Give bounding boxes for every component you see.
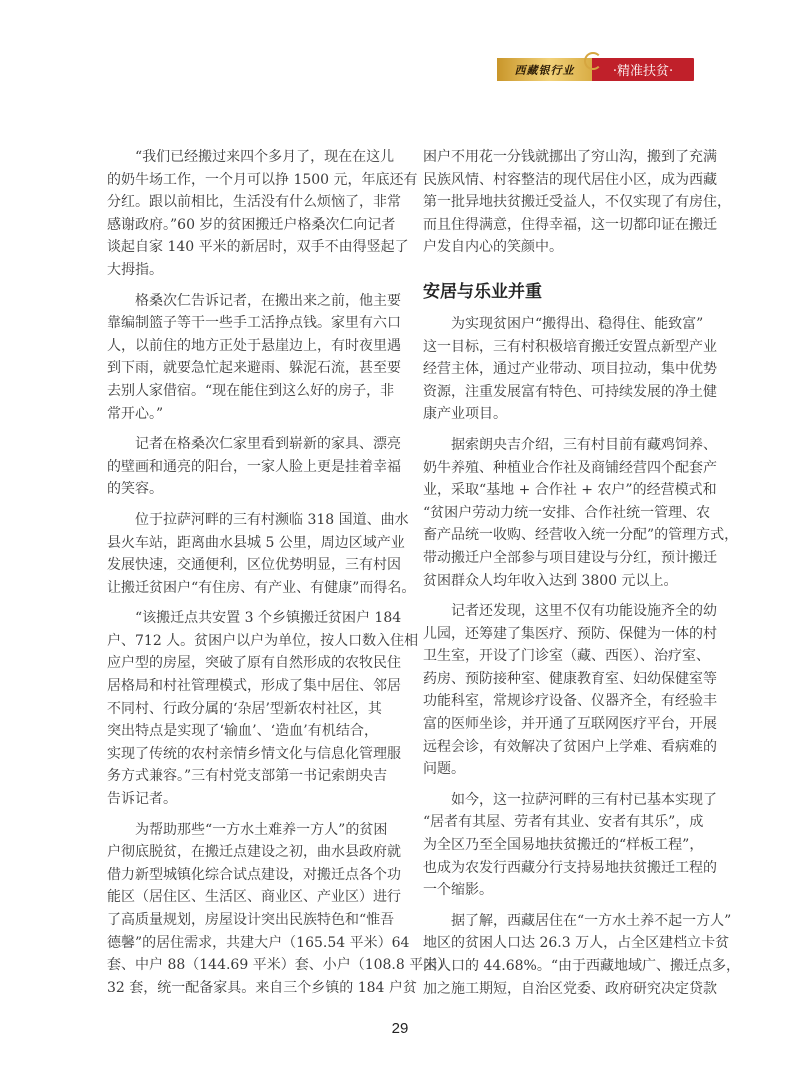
text-line: 为全区乃至全国易地扶贫搬迁的“样板工程”， [423, 837, 704, 854]
text-line: 奶牛养殖、种植业合作社及商铺经营四个配套产 [423, 459, 717, 476]
paragraph [107, 146, 418, 282]
paragraph [107, 819, 452, 1000]
text-line: 县火车站，距离曲水县城 5 公里，周边区域产业 [107, 534, 405, 551]
text-line: 能区（居住区、生活区、商业区、产业区）进行 [107, 889, 401, 906]
text-line: 户彻底脱贫，在搬迁点建设之初，曲水县政府就 [107, 844, 401, 861]
text-line: 儿园，还筹建了集医疗、预防、保健为一体的村 [423, 625, 717, 642]
article-column-right [423, 146, 740, 1008]
text-line: 的壁画和通亮的阳台，一家人脸上更是挂着幸福 [107, 458, 401, 475]
text-line: 告诉记者。 [107, 791, 177, 808]
text-line: 药房、预防接种室、健康教育室、妇幼保健室等 [423, 670, 717, 687]
text-line: 民族风情、村容整洁的现代居住小区，成为西藏 [423, 171, 717, 188]
text-line: 借力新型城镇化综合试点建设，对搬迁点各个功 [107, 866, 401, 883]
swirl-ornament-icon [584, 52, 602, 70]
paragraph [423, 146, 731, 259]
text-line: 的笑容。 [107, 481, 163, 498]
section-banner [497, 58, 694, 81]
paragraph [423, 910, 740, 1000]
text-line: 了高质量规划，房屋设计突出民族特色和“惟吾 [107, 912, 395, 928]
text-line: 感谢政府。”60 岁的贫困搬迁户格桑次仁向记者 [107, 216, 396, 233]
text-line: 也成为农发行西藏分行支持易地扶贫搬迁工程的 [423, 859, 717, 876]
text-line: 为帮助那些“一方水土难养一方人”的贫困 [135, 821, 388, 838]
text-line: 卫生室，开设了门诊室（藏、西医）、治疗室、 [423, 648, 710, 665]
text-line: 靠编制篮子等干一些手工活挣点钱。家里有六口 [107, 315, 401, 332]
text-line: 户发自内心的笑颜中。 [423, 239, 563, 256]
text-line: 32 套，统一配备家具。来自三个乡镇的 184 户贫 [107, 979, 417, 996]
paragraph [423, 789, 717, 902]
text-line: 问题。 [423, 761, 465, 778]
text-line: 应户型的房屋，突破了原有自然形成的农牧民住 [107, 655, 401, 672]
text-line: 业，采取“基地 + 合作社 + 农户”的经营模式和 [423, 482, 717, 499]
text-line: 户、712 人。贫困户以户为单位，按人口数入住相 [107, 632, 419, 649]
text-line: 经营主体，通过产业带动、项目拉动，集中优势 [423, 361, 717, 378]
text-line: “该搬迁点共安置 3 个乡镇搬迁贫困户 184 [135, 610, 402, 627]
text-line: “我们已经搬过来四个多月了，现在在这儿 [135, 149, 395, 165]
paragraph [107, 433, 401, 501]
brand-logo: 西藏银行业 [497, 58, 592, 81]
text-line: “贫困户劳动力统一安排、合作社统一管理、农 [423, 504, 711, 521]
text-line: 记者在格桑次仁家里看到崭新的家具、漂亮 [135, 436, 401, 453]
text-line: 远程会诊，有效解决了贫困户上学难、看病难的 [423, 738, 717, 755]
text-line: 居格局和村社管理模式，形成了集中居住、邻居 [107, 678, 401, 695]
text-line: 功能科室，常规诊疗设备、仪器齐全，有经验丰 [423, 693, 717, 710]
text-line: 畜产品统一收购、经营收入统一分配”的管理方式， [423, 527, 739, 544]
section-heading: 安居与乐业并重 [423, 281, 542, 302]
paragraph [423, 434, 739, 592]
text-line: 分红。跟以前相比，生活没有什么烦恼了，非常 [107, 194, 401, 211]
paragraph [423, 313, 717, 426]
text-line: 康产业项目。 [423, 406, 507, 423]
text-line: 加之施工期短，自治区党委、政府研究决定贷款 [423, 980, 717, 997]
text-line: 据索朗央吉介绍，三有村目前有藏鸡饲养、 [451, 436, 717, 453]
text-line: 如今，这一拉萨河畔的三有村已基本实现了 [451, 791, 717, 808]
section-title: ·精准扶贫· [612, 64, 674, 79]
text-line: 谈起自家 140 平米的新居时，双手不由得竖起了 [107, 239, 409, 256]
text-line: 大拇指。 [107, 261, 163, 278]
text-line: 到下雨，就要急忙起来避雨、躲泥石流，甚至要 [107, 360, 401, 377]
text-line: 资源，注重发展富有特色、可持续发展的净土健 [423, 383, 717, 400]
text-line: 发展快速，交通便利，区位优势明显，三有村因 [107, 557, 401, 574]
text-line: 这一目标，三有村积极培育搬迁安置点新型产业 [423, 338, 717, 355]
text-line: 地区的贫困人口达 26.3 万人，占全区建档立卡贫 [423, 935, 730, 952]
text-line: “居者有其屋、劳者有其业、安者有其乐”，成 [423, 814, 704, 831]
text-line: 德馨”的居住需求，共建大户（165.54 平米）64 [107, 934, 410, 951]
text-line: 记者还发现，这里不仅有功能设施齐全的幼 [451, 603, 717, 620]
text-line: 贫困群众人均年收入达到 3800 元以上。 [423, 572, 678, 589]
paragraph [107, 290, 401, 426]
text-line: 套、中户 88（144.69 平米）套、小户（108.8 平米） [107, 957, 452, 974]
text-line: 实现了传统的农村亲情乡情文化与信息化管理服 [107, 745, 401, 762]
text-line: 务方式兼容。”三有村党支部第一书记索朗央吉 [107, 768, 388, 785]
text-line: 格桑次仁告诉记者，在搬出来之前，他主要 [135, 292, 401, 309]
text-line: 让搬迁贫困户“有住房、有产业、有健康”而得名。 [107, 579, 416, 596]
paragraph [423, 600, 717, 781]
text-line: 不同村、行政分属的‘杂居’型新农村社区，其 [107, 700, 382, 717]
text-line: 人，以前住的地方正处于悬崖边上，有时夜里遇 [107, 337, 401, 354]
text-line: 困人口的 44.68%。“由于西藏地域广、搬迁点多， [423, 958, 740, 974]
text-line: 第一批异地扶贫搬迁受益人，不仅实现了有房住， [423, 194, 731, 211]
text-line: 的奶牛场工作，一个月可以挣 1500 元，年底还有 [107, 171, 418, 188]
paragraph [107, 509, 416, 599]
text-line: 而且住得满意，住得幸福，这一切都印证在搬迁 [423, 216, 717, 233]
text-line: 为实现贫困户“搬得出、稳得住、能致富” [451, 315, 704, 332]
text-line: 困户不用花一分钱就挪出了穷山沟，搬到了充满 [423, 149, 717, 165]
text-line: 突出特点是实现了‘输血’、‘造血’有机结合， [107, 723, 378, 740]
paragraph [107, 607, 419, 810]
text-line: 常开心。” [107, 405, 164, 422]
text-line: 去别人家借宿。“现在能住到这么好的房子，非 [107, 382, 395, 399]
text-line: 据了解，西藏居住在“一方水土养不起一方人” [451, 912, 732, 929]
text-line: 一个缩影。 [423, 882, 493, 899]
page-number: 29 [391, 1020, 409, 1037]
text-line: 富的医师坐诊，并开通了互联网医疗平台，开展 [423, 716, 717, 733]
text-line: 带动搬迁户全部参与项目建设与分红，预计搬迁 [423, 549, 717, 566]
section-label [592, 58, 694, 81]
text-line: 位于拉萨河畔的三有村濒临 318 国道、曲水 [135, 511, 409, 528]
